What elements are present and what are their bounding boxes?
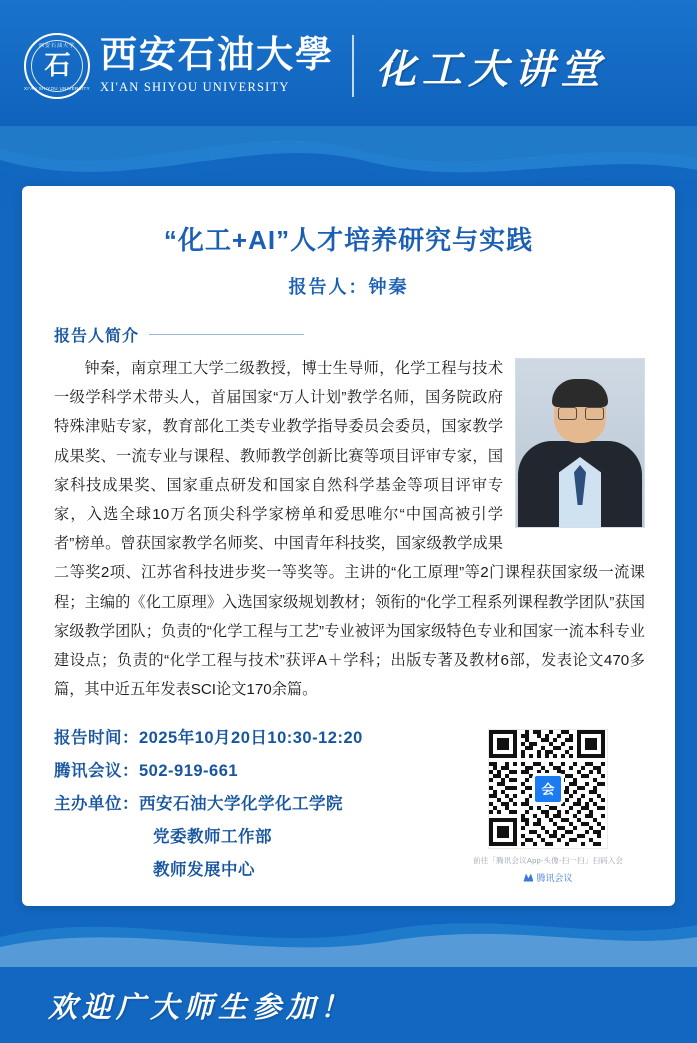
qr-brand-label: 腾讯会议 [536,873,573,883]
welcome-text: 欢迎广大师生参加！ [48,991,355,1024]
header-divider [352,35,354,97]
footer-band [0,967,697,1043]
info-value-organizer: 西安石油大学化学化工学院 [139,795,343,814]
info-label-organizer: 主办单位： [54,795,139,814]
talk-title: “化工+AI”人才培养研究与实践 [163,225,534,255]
footer-wave-decoration [0,897,697,967]
portrait-hair [552,379,608,407]
tencent-meeting-icon [523,874,533,882]
portrait-glasses-left [558,407,577,420]
poster-header [0,0,697,132]
qr-center-mark: 会 [541,781,555,797]
qr-brand [473,871,623,884]
qr-area [473,729,623,884]
section-heading-rule [149,334,304,335]
university-name-block [100,37,334,95]
speaker-line: 报告人：钟秦 [288,277,409,297]
section-heading-speaker-bio [54,323,304,346]
speaker-portrait [515,358,645,528]
university-seal-icon [24,33,90,99]
info-value-time: 2025年10月20日10:30-12:20 [139,729,363,748]
info-label-time: 报告时间： [54,729,139,748]
info-label-meeting: 腾讯会议： [54,762,139,781]
university-logo-area [24,33,334,99]
bio-wrapper [54,354,645,704]
speaker-bio-text: 钟秦，南京理工大学二级教授，博士生导师，化学工程与技术一级学科学术带头人，首届国家“万人计划”教学名师，国务院政府特殊津贴专家，教育部化工类专业教学指导委员会委员，国家教学成果奖、一流专业与课程、教师教学创新比赛等项目评审专家，国家科技成果奖、国家重点研发和国家自然科学基金等项目评审专家，入选全球10万名顶尖科学家榜单和爱思唯尔“中国高被引学者”榜单。曾获国家教学名师奖、中国青年科技奖，国家级教学成果二等奖2项、江苏省科技进步奖一等奖等。主讲的“化工原理”等2门课程获国家级一流课程；主编的《化工原理》入选国家级规划教材；领衔的“化学工程系列课程教学团队”获国家级教学团队；负责的“化学工程与工艺”专业被评为国家级特色专业和国家一流本科专业建设点；负责的“化学工程与技术”获评A＋学科；出版专著及教材6部，发表论文470多篇，其中近五年发表SCI论文170余篇。 [54,360,645,699]
seal-center-mark: 石 [44,51,70,80]
qr-center-logo-icon [532,773,564,805]
series-title: 化工大讲堂 [376,46,606,92]
qr-caption: 前往「腾讯会议App-头像-扫一扫」扫码入会 [473,856,624,865]
portrait-glasses-right [585,407,604,420]
info-value-organizer-line2: 党委教师工作部 [153,828,272,847]
qr-code[interactable] [488,729,608,849]
seal-bottom-text: XI'AN SHIYOU UNIVERSITY [24,86,90,91]
university-name-cn: 西安石油大學 [100,35,334,77]
info-value-meeting: 502-919-661 [139,762,239,781]
section-heading-label: 报告人简介 [54,328,140,345]
university-name-en: XI'AN SHIYOU UNIVERSITY [100,79,290,94]
seal-top-text: 西安石油大学 [38,43,75,49]
content-card [22,186,675,906]
info-value-organizer-line3: 教师发展中心 [153,861,255,880]
